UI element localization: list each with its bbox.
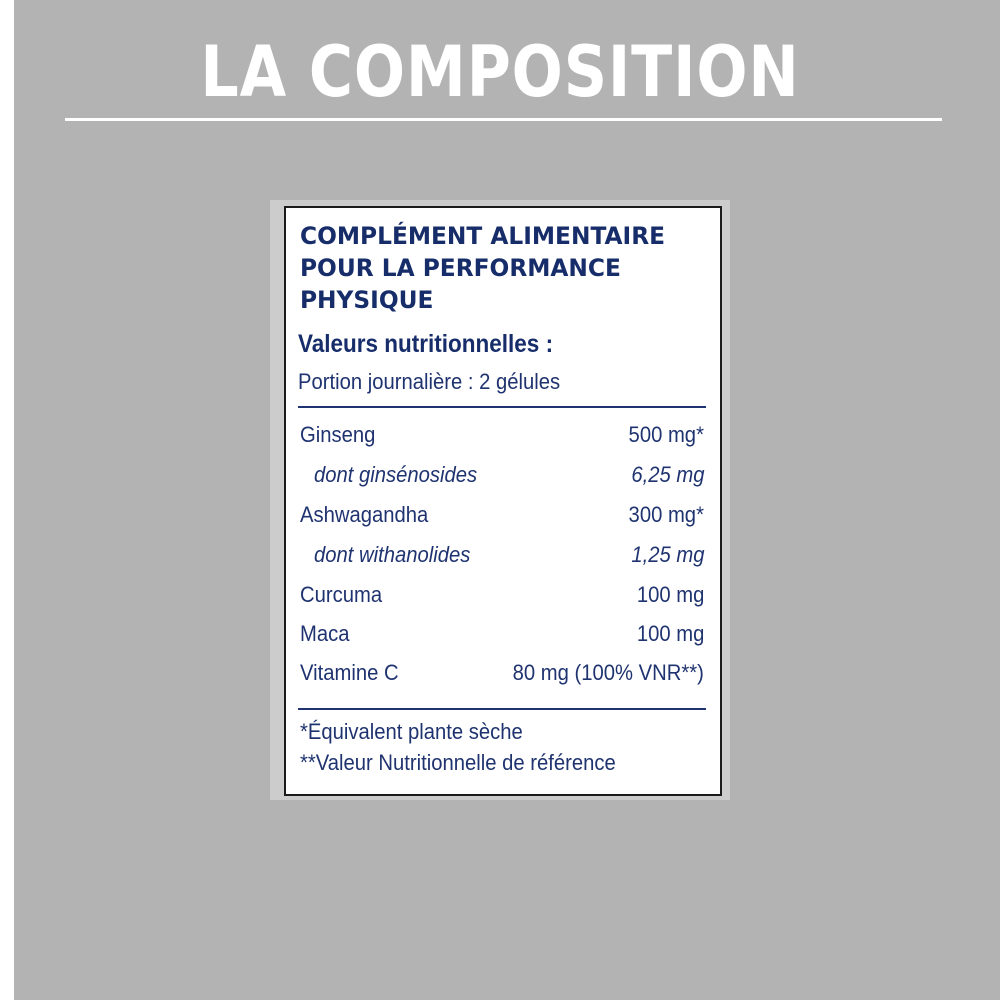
table-row-maca — [286, 619, 720, 649]
ingredient-name: Ginseng — [300, 422, 376, 447]
heading-line-2: POUR LA PERFORMANCE — [300, 254, 621, 282]
heading-line-3: PHYSIQUE — [300, 286, 434, 314]
nutrition-label — [284, 206, 722, 796]
title-divider — [65, 118, 942, 121]
page-title: LA COMPOSITION — [200, 31, 800, 113]
table-row-withanolides — [286, 540, 720, 570]
ingredient-amount: 500 mg* — [628, 422, 704, 447]
table-row-ginsenosides — [286, 460, 720, 490]
daily-portion: Portion journalière : 2 gélules — [298, 369, 561, 394]
ingredient-name: Vitamine C — [300, 660, 399, 685]
ingredient-amount: 80 mg (100% VNR**) — [512, 660, 704, 685]
table-row-vitamine-c — [286, 658, 720, 688]
ingredient-name: dont ginsénosides — [314, 462, 478, 487]
ingredient-amount: 300 mg* — [628, 502, 704, 527]
table-row-curcuma — [286, 580, 720, 610]
ingredient-name: Curcuma — [300, 582, 383, 607]
footnote-vnr: **Valeur Nutritionnelle de référence — [300, 750, 616, 775]
table-row-ginseng — [286, 420, 720, 450]
ingredient-amount: 100 mg — [636, 582, 704, 607]
ingredient-amount: 1,25 mg — [630, 542, 704, 567]
footnote-dry-plant: *Équivalent plante sèche — [300, 719, 523, 744]
heading-line-1: COMPLÉMENT ALIMENTAIRE — [300, 222, 666, 250]
ingredient-amount: 100 mg — [636, 621, 704, 646]
table-bottom-divider — [298, 708, 706, 710]
ingredient-name: dont withanolides — [314, 542, 471, 567]
label-heading — [300, 220, 665, 316]
table-row-ashwagandha — [286, 500, 720, 530]
ingredient-name: Maca — [300, 621, 350, 646]
table-top-divider — [298, 406, 706, 408]
nutrition-values-title: Valeurs nutritionnelles : — [298, 330, 554, 358]
ingredient-amount: 6,25 mg — [630, 462, 704, 487]
ingredient-name: Ashwagandha — [300, 502, 429, 527]
